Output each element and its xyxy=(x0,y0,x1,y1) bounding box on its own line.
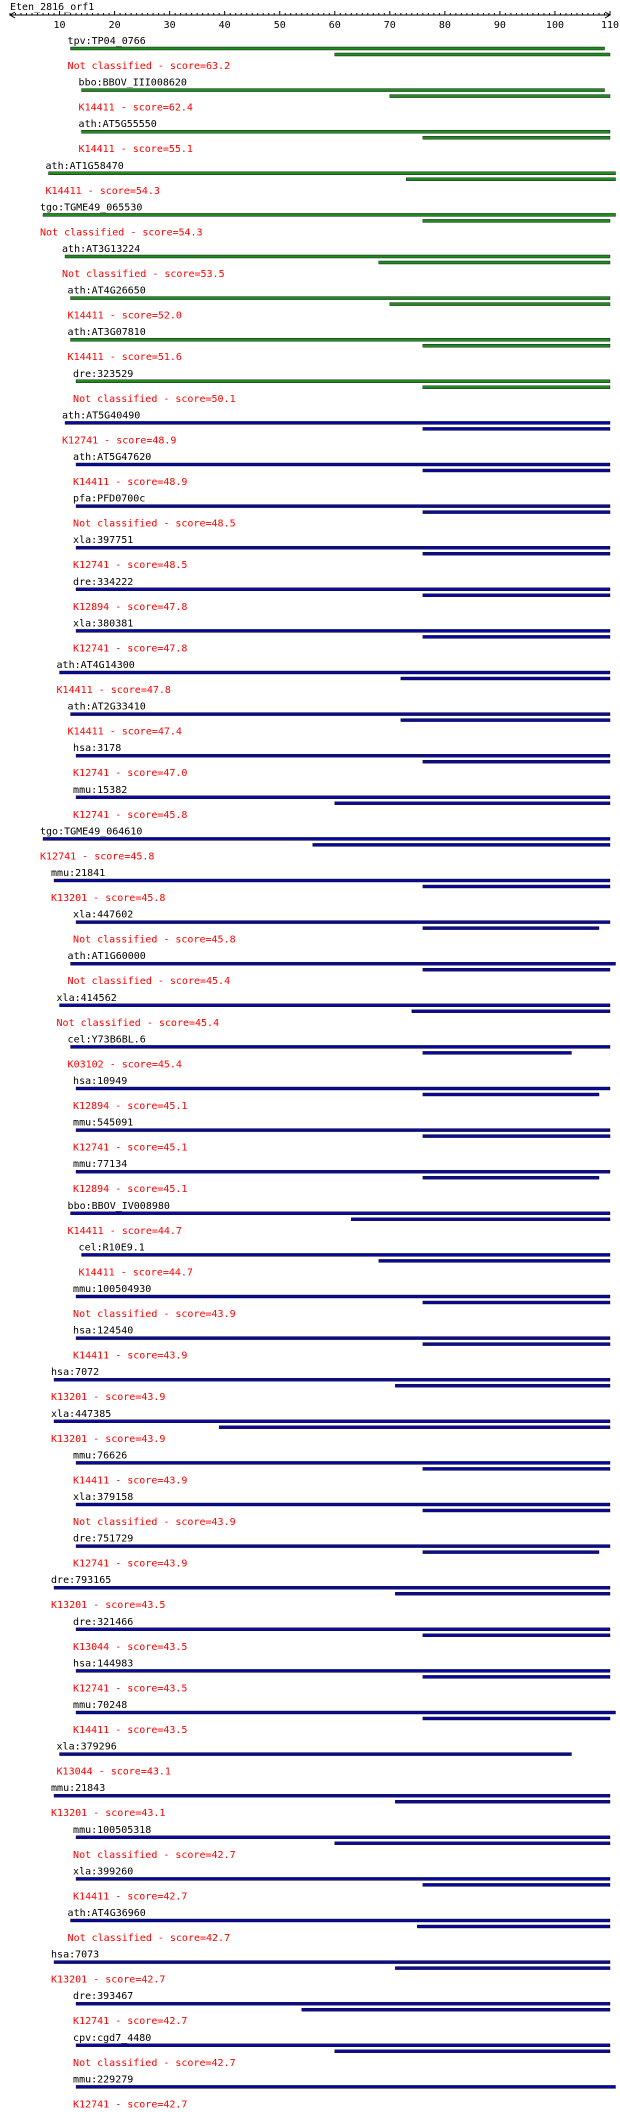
hit-name[interactable]: mmu:76626 xyxy=(73,1450,128,1462)
hit-subbar xyxy=(423,427,610,430)
hit-row xyxy=(68,327,610,363)
hit-name[interactable]: mmu:77134 xyxy=(73,1159,128,1171)
hit-subbar xyxy=(423,1675,610,1678)
hit-name[interactable]: mmu:100504930 xyxy=(73,1284,152,1295)
hit-row xyxy=(73,785,610,821)
hit-score: K12894 - score=45.1 xyxy=(73,1184,188,1196)
hit-subbar xyxy=(423,760,610,763)
hit-score: K13201 - score=42.7 xyxy=(51,1974,166,1986)
hit-name[interactable]: dre:393467 xyxy=(73,1991,134,2003)
hit-row xyxy=(51,868,610,904)
hit-subbar xyxy=(423,1343,610,1346)
hit-name[interactable]: tgo:TGME49_064610 xyxy=(40,826,143,838)
hit-bar xyxy=(71,297,610,300)
hit-bar xyxy=(76,2002,610,2005)
hit-score: Not classified - score=42.7 xyxy=(73,2057,236,2069)
hit-row xyxy=(73,369,610,405)
hit-name[interactable]: mmu:545091 xyxy=(73,1117,134,1129)
hit-bar xyxy=(71,1919,610,1922)
hit-row xyxy=(73,1326,610,1362)
hit-name[interactable]: ath:AT3G07810 xyxy=(67,327,146,339)
hit-bar xyxy=(49,172,616,175)
hit-row xyxy=(73,1658,610,1694)
hit-score: K13201 - score=45.8 xyxy=(51,893,166,904)
hit-subbar xyxy=(335,802,610,805)
axis-tick-label: 40 xyxy=(218,20,231,31)
hit-name[interactable]: dre:323529 xyxy=(73,368,134,380)
hit-row xyxy=(57,1742,572,1778)
hit-bar xyxy=(76,1087,610,1090)
hit-name[interactable]: hsa:124540 xyxy=(73,1325,134,1337)
hit-row xyxy=(51,1409,610,1445)
hit-bar xyxy=(76,1836,610,1839)
hit-score: Not classified - score=43.9 xyxy=(73,1309,236,1320)
hit-bar xyxy=(76,505,610,508)
hit-score: K14411 - score=54.3 xyxy=(45,185,160,197)
hit-bar xyxy=(43,837,610,840)
hit-bar xyxy=(71,1212,610,1215)
hit-bar xyxy=(71,47,605,50)
hit-name[interactable]: xla:414562 xyxy=(56,992,117,1004)
hit-subbar xyxy=(395,1967,610,1970)
hit-score: K12741 - score=42.7 xyxy=(73,2016,188,2028)
hit-row xyxy=(73,1991,610,2027)
hit-name[interactable]: xla:447385 xyxy=(51,1408,112,1420)
hit-subbar xyxy=(423,1051,572,1054)
hit-row xyxy=(73,1159,610,1195)
hit-name[interactable]: xla:399260 xyxy=(73,1866,134,1878)
hit-score: K14411 - score=47.4 xyxy=(67,726,182,738)
hit-row xyxy=(68,1201,610,1237)
hit-row xyxy=(79,78,610,114)
hit-bar xyxy=(82,130,610,133)
hit-score: K12741 - score=45.1 xyxy=(73,1142,188,1154)
hit-score: K14411 - score=47.8 xyxy=(56,685,171,696)
hit-bar xyxy=(71,962,616,965)
hit-name[interactable]: hsa:7073 xyxy=(51,1949,100,1961)
hit-bar xyxy=(60,1004,610,1007)
hit-score: K13044 - score=43.5 xyxy=(73,1641,188,1653)
hit-subbar xyxy=(423,1883,610,1886)
hit-name[interactable]: hsa:10949 xyxy=(73,1076,128,1087)
hit-row xyxy=(68,286,610,322)
hit-score: K03102 - score=45.4 xyxy=(67,1059,182,1071)
hit-name[interactable]: mmu:70248 xyxy=(73,1700,128,1711)
hit-name[interactable]: cpv:cgd7_4480 xyxy=(73,2032,152,2044)
hit-score: Not classified - score=63.2 xyxy=(67,61,231,72)
hit-row xyxy=(51,1575,610,1611)
hit-row xyxy=(40,826,610,862)
hit-score: K12894 - score=47.8 xyxy=(73,601,188,613)
hit-name[interactable]: dre:793165 xyxy=(51,1575,112,1587)
axis-tick-label: 100 xyxy=(545,20,564,31)
hit-bar xyxy=(76,2085,615,2088)
hit-subbar xyxy=(379,261,610,264)
hit-subbar xyxy=(423,927,599,930)
position-axis xyxy=(10,11,619,31)
hit-bar xyxy=(76,921,610,924)
hit-name[interactable]: ath:AT3G13224 xyxy=(62,244,141,255)
hit-name[interactable]: dre:751729 xyxy=(73,1533,134,1545)
hit-name[interactable]: xla:379296 xyxy=(56,1741,117,1753)
hit-score: Not classified - score=48.5 xyxy=(73,518,236,530)
hit-bar xyxy=(76,1711,615,1714)
hit-bar xyxy=(76,1461,610,1464)
hit-bar xyxy=(60,1753,572,1756)
hit-score: K14411 - score=44.7 xyxy=(67,1225,182,1237)
hit-row xyxy=(73,1866,610,1902)
hit-score: K14411 - score=42.7 xyxy=(73,1891,188,1903)
hit-score: Not classified - score=50.1 xyxy=(73,393,236,405)
hit-bar xyxy=(54,1586,610,1589)
hit-row xyxy=(73,1700,615,1736)
hit-bar xyxy=(76,1877,610,1880)
hit-score: K12741 - score=43.5 xyxy=(73,1683,188,1695)
hit-bar xyxy=(76,1337,610,1340)
axis-tick-label: 60 xyxy=(328,20,341,31)
hit-row xyxy=(73,2033,610,2069)
hit-row xyxy=(73,2074,615,2110)
query-title: Eten_2816_orf1 xyxy=(10,2,95,13)
hit-score: K12741 - score=43.9 xyxy=(73,1558,188,1570)
hit-subbar xyxy=(423,1509,610,1512)
axis-tick-label: 10 xyxy=(53,20,66,31)
hit-bar xyxy=(82,1253,610,1256)
hit-subbar xyxy=(335,1842,610,1845)
axis-tick-label: 20 xyxy=(108,20,121,31)
hit-score: K12741 - score=45.8 xyxy=(73,809,188,821)
hit-row xyxy=(68,951,616,987)
hit-bar xyxy=(76,1628,610,1631)
hit-subbar xyxy=(335,2050,610,2053)
hit-score: Not classified - score=45.4 xyxy=(67,976,231,988)
hit-subbar xyxy=(379,1259,610,1262)
hit-bar xyxy=(54,879,610,882)
hit-subbar xyxy=(423,1634,610,1637)
hit-name[interactable]: ath:AT4G14300 xyxy=(56,660,135,671)
hit-bar xyxy=(76,754,610,757)
hit-name[interactable]: xla:380381 xyxy=(73,618,134,630)
hit-row xyxy=(73,1076,610,1112)
hit-subbar xyxy=(313,843,610,846)
hit-row xyxy=(73,1617,610,1653)
hit-bar xyxy=(76,463,610,466)
hit-name[interactable]: dre:321466 xyxy=(73,1616,134,1628)
hit-row xyxy=(73,494,610,530)
hit-subbar xyxy=(423,469,610,472)
hit-row xyxy=(73,577,610,613)
hit-name[interactable]: cel:R10E9.1 xyxy=(78,1242,145,1254)
hit-name[interactable]: ath:AT4G36960 xyxy=(67,1908,146,1919)
hit-score: Not classified - score=54.3 xyxy=(40,227,203,239)
hit-name[interactable]: tgo:TGME49_065530 xyxy=(40,202,143,214)
hit-score: K14411 - score=52.0 xyxy=(67,310,182,322)
hit-subbar xyxy=(423,344,610,347)
hit-subbar xyxy=(390,303,610,306)
hit-score: K13201 - score=43.9 xyxy=(51,1433,166,1445)
hit-name[interactable]: hsa:144983 xyxy=(73,1658,134,1670)
hit-name[interactable]: bbo:BBOV_IV008980 xyxy=(67,1200,170,1212)
hit-subbar xyxy=(423,1135,610,1138)
axis-tick-label: 70 xyxy=(383,20,396,31)
hit-score: K14411 - score=44.7 xyxy=(78,1267,193,1279)
hit-bar xyxy=(76,380,610,383)
hit-bar xyxy=(71,338,610,341)
hit-row xyxy=(73,1492,610,1528)
hit-subbar xyxy=(395,1592,610,1595)
hit-row xyxy=(46,161,616,197)
hit-bar xyxy=(76,1295,610,1298)
hit-row xyxy=(62,244,610,280)
hit-row xyxy=(73,535,610,571)
hit-subbar xyxy=(417,1925,610,1928)
hit-score: Not classified - score=43.9 xyxy=(73,1517,236,1528)
hit-bar xyxy=(71,713,610,716)
hit-subbar xyxy=(423,1176,599,1179)
hit-name[interactable]: xla:447602 xyxy=(73,909,134,921)
hit-row xyxy=(40,202,615,238)
hit-score: K14411 - score=43.9 xyxy=(73,1475,188,1487)
hit-score: K13044 - score=43.1 xyxy=(56,1766,171,1778)
hit-name[interactable]: ath:AT5G55550 xyxy=(78,119,157,131)
hit-name[interactable]: mmu:21841 xyxy=(51,868,106,879)
hit-subbar xyxy=(423,511,610,514)
hit-subbar xyxy=(395,1384,610,1387)
hit-name[interactable]: ath:AT1G58470 xyxy=(45,160,124,172)
hit-bar xyxy=(43,213,615,216)
hit-row xyxy=(68,36,610,72)
hit-score: Not classified - score=53.5 xyxy=(62,269,225,280)
hit-score: K13201 - score=43.9 xyxy=(51,1392,166,1404)
hit-subbar xyxy=(423,136,610,139)
hit-bar xyxy=(65,421,610,424)
hit-row xyxy=(51,1783,610,1819)
hit-subbar xyxy=(412,1010,610,1013)
hit-bar xyxy=(60,671,610,674)
hit-bar xyxy=(76,1170,610,1173)
hit-name[interactable]: bbo:BBOV_III008620 xyxy=(78,77,187,89)
hit-name[interactable]: ath:AT4G26650 xyxy=(67,285,146,297)
hit-score: Not classified - score=42.7 xyxy=(73,1849,236,1861)
hit-name[interactable]: ath:AT2G33410 xyxy=(67,701,146,713)
hit-score: Not classified - score=45.8 xyxy=(73,934,236,946)
hit-score: K12741 - score=45.8 xyxy=(40,851,155,863)
hit-subbar xyxy=(351,1218,610,1221)
hit-row xyxy=(79,1242,610,1278)
hit-bar xyxy=(82,89,605,92)
hit-name[interactable]: cel:Y73B6BL.6 xyxy=(67,1034,146,1046)
hit-subbar xyxy=(423,219,610,222)
hit-subbar xyxy=(423,552,610,555)
hit-subbar xyxy=(335,53,610,56)
hit-score: K14411 - score=55.1 xyxy=(78,144,193,156)
hit-score: K14411 - score=43.5 xyxy=(73,1725,188,1736)
hit-score: K12741 - score=48.9 xyxy=(62,435,177,447)
hit-row xyxy=(73,910,610,946)
hit-bar xyxy=(76,588,610,591)
hit-score: K14411 - score=48.9 xyxy=(73,477,188,488)
hit-bar xyxy=(54,1794,610,1797)
hit-name[interactable]: dre:334222 xyxy=(73,576,134,588)
hit-bar xyxy=(76,1669,610,1672)
hit-name[interactable]: pfa:PFD0700c xyxy=(73,493,146,505)
hit-subbar xyxy=(423,1093,599,1096)
hit-score: K13201 - score=43.5 xyxy=(51,1600,166,1612)
hit-subbar xyxy=(395,1800,610,1803)
hit-subbar xyxy=(423,1467,610,1470)
hit-score: K14411 - score=43.9 xyxy=(73,1350,188,1362)
hit-score: K12741 - score=48.5 xyxy=(73,560,188,572)
hit-name[interactable]: mmu:100505318 xyxy=(73,1824,152,1836)
axis-tick-label: 110 xyxy=(600,20,620,31)
hit-row xyxy=(73,1534,610,1570)
axis-tick-label: 90 xyxy=(493,20,506,31)
hit-row xyxy=(73,1825,610,1861)
hit-name[interactable]: ath:AT1G60000 xyxy=(67,951,146,963)
hit-row xyxy=(73,1450,610,1486)
hit-row xyxy=(73,1284,610,1320)
hit-bar xyxy=(54,1378,610,1381)
hit-bar xyxy=(76,546,610,549)
hit-bar xyxy=(76,1545,610,1548)
hit-bar xyxy=(76,796,610,799)
hit-score: K14411 - score=62.4 xyxy=(78,102,193,114)
hit-score: K12741 - score=47.8 xyxy=(73,643,188,655)
hit-bar xyxy=(71,1045,610,1048)
hit-bar xyxy=(76,1129,610,1132)
hit-row xyxy=(73,743,610,779)
hit-row xyxy=(73,618,610,654)
hit-list xyxy=(40,36,615,2110)
hit-score: K14411 - score=51.6 xyxy=(67,352,182,364)
hit-subbar xyxy=(423,1717,610,1720)
hit-row xyxy=(51,1367,610,1403)
hit-subbar xyxy=(423,386,610,389)
hit-score: Not classified - score=45.4 xyxy=(56,1017,220,1029)
hit-subbar xyxy=(423,594,610,597)
hit-row xyxy=(51,1950,610,1986)
hit-row xyxy=(68,1034,610,1070)
hit-name[interactable]: mmu:21843 xyxy=(51,1783,106,1795)
hit-name[interactable]: ath:AT5G40490 xyxy=(62,410,141,422)
hit-row xyxy=(68,702,610,738)
hit-score: K12741 - score=42.7 xyxy=(73,2099,188,2111)
hit-row xyxy=(68,1908,610,1944)
hit-score: K12894 - score=45.1 xyxy=(73,1101,188,1112)
hit-bar xyxy=(54,1961,610,1964)
hit-score: K13201 - score=43.1 xyxy=(51,1808,166,1820)
hit-row xyxy=(57,660,610,696)
hit-name[interactable]: ath:AT5G47620 xyxy=(73,452,152,463)
hit-row xyxy=(62,410,610,446)
hit-subbar xyxy=(423,1301,610,1304)
hit-bar xyxy=(76,1503,610,1506)
hit-bar xyxy=(65,255,610,258)
hit-name[interactable]: hsa:3178 xyxy=(73,743,122,755)
hit-subbar xyxy=(423,885,610,888)
hit-subbar xyxy=(302,2008,610,2011)
hit-subbar xyxy=(219,1426,610,1429)
hit-bar xyxy=(54,1420,610,1423)
hit-score: K12741 - score=47.0 xyxy=(73,768,188,780)
hit-subbar xyxy=(423,635,610,638)
hit-name[interactable]: hsa:7072 xyxy=(51,1367,100,1379)
hit-row xyxy=(73,452,610,488)
hit-row xyxy=(73,1118,610,1154)
hit-name[interactable]: mmu:229279 xyxy=(73,2074,134,2086)
hit-row xyxy=(57,993,610,1029)
hit-name[interactable]: xla:397751 xyxy=(73,535,134,547)
axis-tick-label: 80 xyxy=(438,20,451,31)
hit-name[interactable]: xla:379158 xyxy=(73,1492,134,1503)
hit-subbar xyxy=(401,677,610,680)
hit-subbar xyxy=(401,719,610,722)
axis-tick-label: 30 xyxy=(163,20,176,31)
hit-bar xyxy=(76,2044,610,2047)
hit-score: Not classified - score=42.7 xyxy=(67,1933,231,1944)
hit-subbar xyxy=(423,968,610,971)
hit-name[interactable]: mmu:15382 xyxy=(73,784,128,796)
hit-subbar xyxy=(423,1551,599,1554)
hit-name[interactable]: tpv:TP04_0766 xyxy=(67,36,146,47)
hit-subbar xyxy=(390,95,610,98)
axis-tick-label: 50 xyxy=(273,20,286,31)
hit-subbar xyxy=(406,178,615,181)
hit-bar xyxy=(76,629,610,632)
hit-row xyxy=(79,119,610,155)
